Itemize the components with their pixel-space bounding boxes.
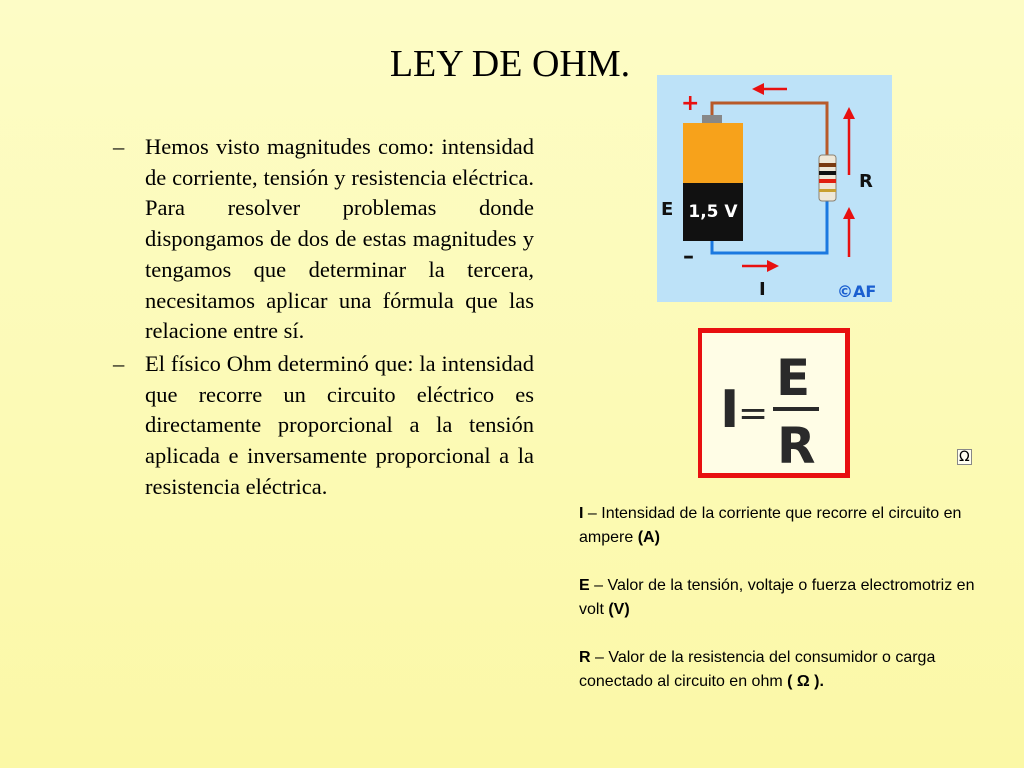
definition-symbol: R bbox=[579, 649, 591, 666]
formula-lhs: I bbox=[720, 380, 740, 440]
resistor-band bbox=[819, 179, 836, 183]
formula-numerator: E bbox=[776, 349, 811, 407]
definitions bbox=[579, 502, 979, 718]
definition-symbol: I bbox=[579, 505, 584, 522]
definition-unit: (A) bbox=[637, 529, 660, 546]
definition-text: – Valor de la resistencia del consumidor o carga conectado al circuito en ohm bbox=[579, 649, 936, 690]
resistor-band bbox=[819, 171, 836, 175]
battery-top bbox=[683, 123, 743, 183]
definition-text: – Valor de la tensión, voltaje o fuerza electromotriz en volt bbox=[579, 577, 975, 618]
definition-e bbox=[579, 574, 979, 622]
bullet-text: El físico Ohm determinó que: la intensidad que recorre un circuito eléctrico es directamente proporcional a la tensión aplicada e inversamente proporcional a la resistencia eléctrica. bbox=[145, 350, 534, 499]
battery-terminal bbox=[702, 115, 722, 123]
label-e: E bbox=[661, 199, 674, 220]
label-i: I bbox=[759, 279, 766, 300]
definition-i bbox=[579, 502, 979, 550]
definition-symbol: E bbox=[579, 577, 590, 594]
fraction-bar bbox=[773, 407, 819, 411]
resistor-band bbox=[819, 189, 836, 192]
bullet-list bbox=[113, 132, 534, 504]
resistor-icon bbox=[819, 155, 836, 201]
bullet-text: Hemos visto magnitudes como: intensidad de corriente, tensión y resistencia eléctrica. Para resolver problemas donde dispongamos de dos de estas magnitudes y tengamos que determinar la tercera, necesitamos aplicar una fórmula que las relacione entre sí. bbox=[145, 134, 534, 344]
minus-sign: – bbox=[683, 244, 694, 269]
definition-r bbox=[579, 646, 979, 694]
ohm-symbol-icon: Ω bbox=[959, 449, 970, 465]
ohm-formula-box bbox=[698, 328, 850, 478]
plus-sign: + bbox=[681, 91, 700, 116]
definition-unit: (V) bbox=[608, 601, 630, 618]
copyright-label: ©AF bbox=[837, 282, 877, 301]
bullet-item bbox=[113, 132, 534, 347]
circuit-diagram bbox=[657, 75, 892, 302]
bullet-item bbox=[113, 349, 534, 503]
resistor-band bbox=[819, 163, 836, 167]
bullet-dash: – bbox=[113, 350, 125, 376]
definition-text: – Intensidad de la corriente que recorre el circuito en ampere bbox=[579, 505, 962, 546]
formula-graphic bbox=[702, 333, 845, 473]
bullet-dash: – bbox=[113, 134, 125, 159]
definition-unit: ( Ω ). bbox=[787, 673, 824, 690]
battery-label: 1,5 V bbox=[688, 202, 738, 222]
formula-denominator: R bbox=[777, 417, 816, 473]
formula-equals: = bbox=[738, 393, 769, 434]
label-r: R bbox=[859, 171, 873, 192]
slide-title: LEY DE OHM. bbox=[389, 43, 631, 85]
